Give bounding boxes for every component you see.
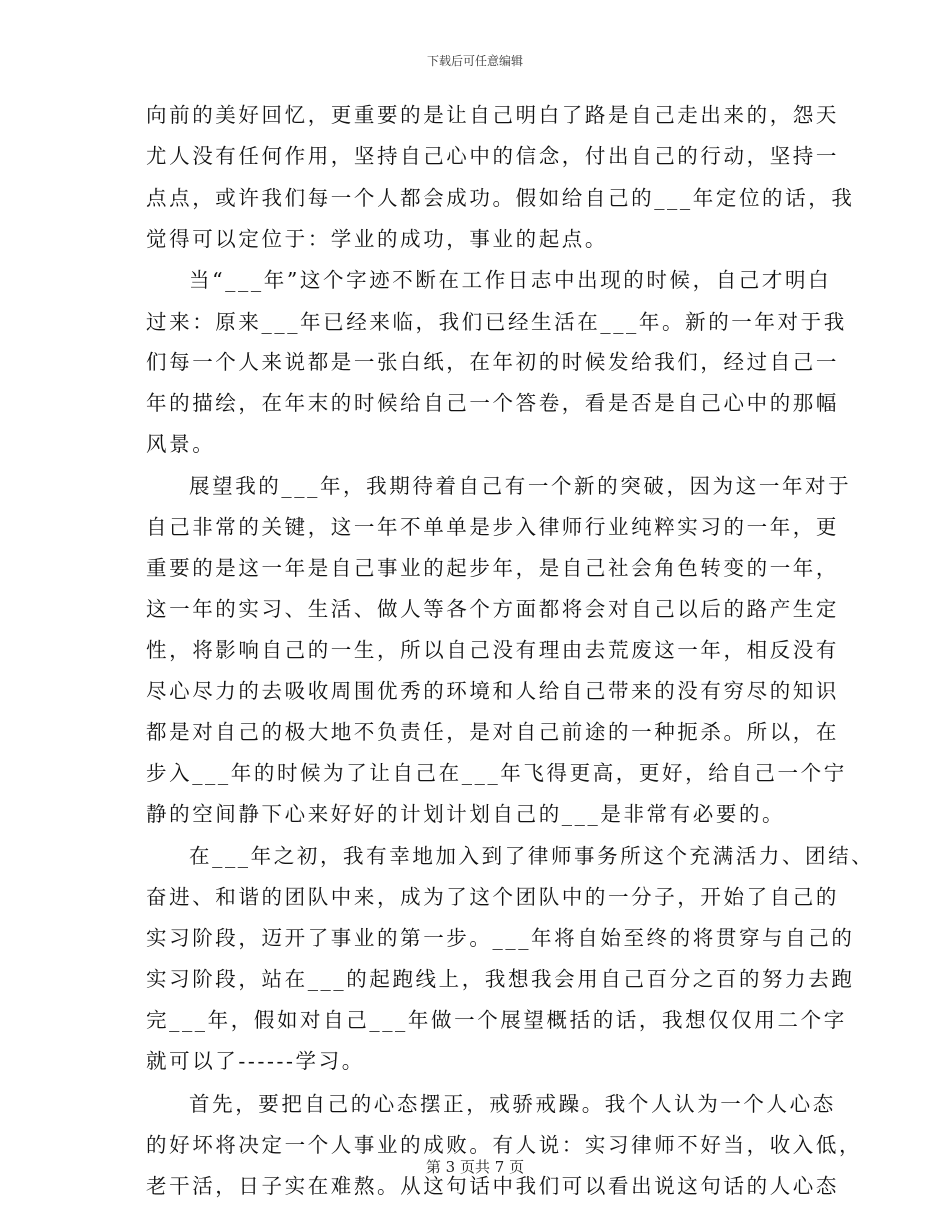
text-line: 觉得可以定位于：学业的成功，事业的起点。 xyxy=(146,227,608,251)
paragraph-first-line: 当“___年”这个字迹不断在工作日志中出现的时候，自己才明白 xyxy=(189,268,832,292)
text-line: 完___年，假如对自己___年做一个展望概括的话，我想仅仅用二个字 xyxy=(146,1008,847,1032)
text-line: 都是对自己的极大地不负责任，是对自己前途的一种扼杀。所以，在 xyxy=(146,720,839,744)
text-line: 尤人没有任何作用，坚持自己心中的信念，付出自己的行动，坚持一 xyxy=(146,144,839,168)
text-line: 向前的美好回忆，更重要的是让自己明白了路是自己走出来的，怨天 xyxy=(146,103,839,127)
paragraph-first-line: 在___年之初，我有幸地加入到了律师事务所这个充满活力、团结、 xyxy=(189,844,875,868)
page-header: 下载后可任意编辑 xyxy=(426,54,523,68)
text-line: 性，将影响自己的一生，所以自己没有理由去荒废这一年，相反没有 xyxy=(146,638,839,662)
text-line: 实习阶段，迈开了事业的第一步。___年将自始至终的将贯穿与自己的 xyxy=(146,926,855,950)
text-line: 这一年的实习、生活、做人等各个方面都将会对自己以后的路产生定 xyxy=(146,597,839,621)
text-line: 的好坏将决定一个人事业的成败。有人说：实习律师不好当，收入低， xyxy=(146,1133,863,1157)
text-line: 奋进、和谐的团队中来，成为了这个团队中的一分子，开始了自己的 xyxy=(146,885,839,909)
text-line: 年的描绘，在年末的时候给自己一个答卷，看是否是自己心中的那幅 xyxy=(146,391,839,415)
text-line: 步入___年的时候为了让自己在___年飞得更高，更好，给自己一个宁 xyxy=(146,761,847,785)
text-line: 们每一个人来说都是一张白纸，在年初的时候发给我们，经过自己一 xyxy=(146,350,839,374)
text-line: 自己非常的关键，这一年不单单是步入律师行业纯粹实习的一年，更 xyxy=(146,515,839,539)
text-line: 尽心尽力的去吸收周围优秀的环境和人给自己带来的没有穷尽的知识 xyxy=(146,679,839,703)
text-line: 风景。 xyxy=(146,432,216,456)
text-line: 点点，或许我们每一个人都会成功。假如给自己的___年定位的话，我 xyxy=(146,186,855,210)
text-line: 过来：原来___年已经来临，我们已经生活在___年。新的一年对于我 xyxy=(146,310,847,334)
text-line: 就可以了------学习。 xyxy=(146,1049,365,1073)
text-line: 实习阶段，站在___的起跑线上，我想我会用自己百分之百的努力去跑 xyxy=(146,967,855,991)
text-line: 重要的是这一年是自己事业的起步年，是自己社会角色转变的一年， xyxy=(146,556,839,580)
text-line: 静的空间静下心来好好的计划计划自己的___是非常有必要的。 xyxy=(146,802,786,826)
text-line: 老干活，日子实在难熬。从这句话中我们可以看出说这句话的人心态 xyxy=(146,1174,839,1198)
paragraph-first-line: 展望我的___年，我期待着自己有一个新的突破，因为这一年对于 xyxy=(189,474,852,498)
page-number: 第 3 页共 7 页 xyxy=(425,1158,525,1176)
paragraph-first-line: 首先，要把自己的心态摆正，戒骄戒躁。我个人认为一个人心态 xyxy=(189,1092,836,1116)
